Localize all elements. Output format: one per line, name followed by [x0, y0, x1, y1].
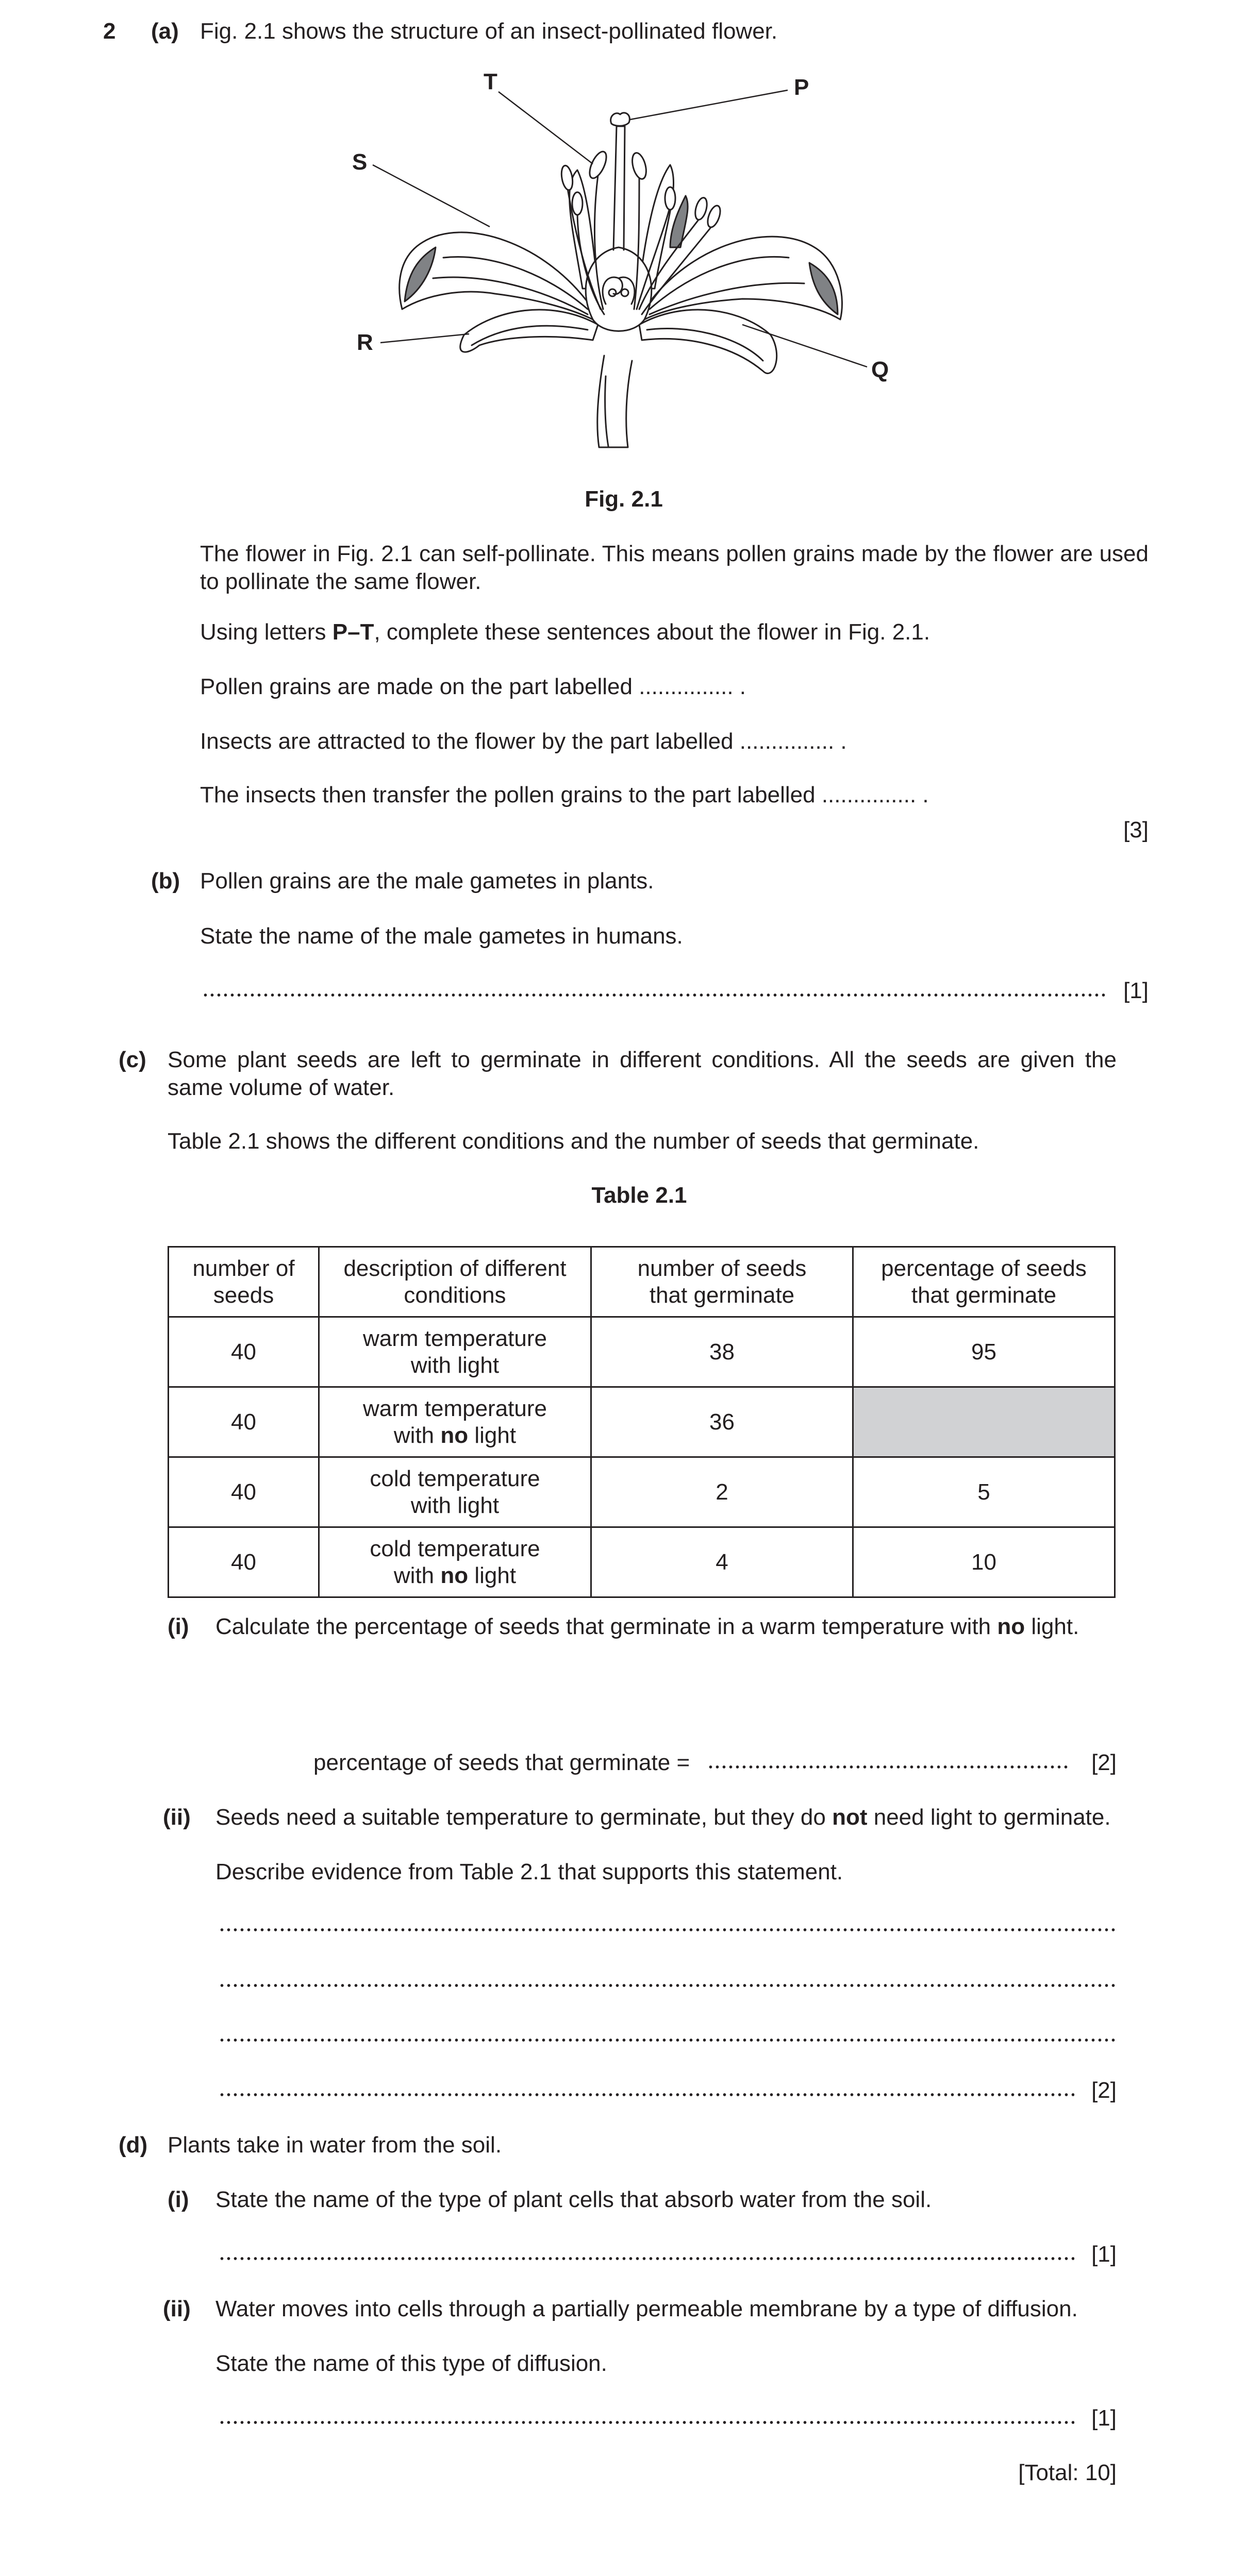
seed-germination-table — [168, 1246, 1116, 1598]
flower-label-s: S — [352, 149, 368, 175]
part-c-ii-answer-line-2[interactable] — [219, 1983, 1116, 1988]
part-b-text1: Pollen grains are the male gametes in plants. — [200, 868, 654, 894]
table-row — [169, 1317, 1115, 1387]
total-marks: [Total: 10] — [1018, 2460, 1117, 2485]
sentence-pollen-transfer[interactable]: The insects then transfer the pollen grains to the part labelled ............... . — [200, 782, 929, 807]
part-c-i-label: (i) — [168, 1614, 189, 1639]
cell-percentage: 95 — [853, 1317, 1115, 1387]
table-title: Table 2.1 — [591, 1183, 687, 1208]
part-d-text: Plants take in water from the soil. — [168, 2132, 502, 2158]
sentence-insects-attracted[interactable]: Insects are attracted to the flower by the part labelled ............... . — [200, 729, 847, 754]
part-d-ii-label: (ii) — [163, 2296, 191, 2321]
cell-description: cold temperature with no light — [319, 1527, 591, 1597]
part-d-ii-answer-line[interactable] — [219, 2420, 1074, 2425]
cell-percentage-shaded — [853, 1387, 1115, 1457]
part-c-ii-answer-line-4[interactable] — [219, 2092, 1074, 2097]
part-d-ii-marks: [1] — [1091, 2405, 1117, 2431]
table-row — [169, 1387, 1115, 1457]
part-a-label: (a) — [151, 19, 179, 44]
cell-seeds: 40 — [169, 1387, 319, 1457]
figure-caption: Fig. 2.1 — [585, 486, 663, 512]
part-c-ii-question: Seeds need a suitable temperature to germinate, but they do not need light to germinate. — [215, 1805, 1111, 1830]
header-description: description of different conditions — [319, 1247, 591, 1317]
part-d-i-marks: [1] — [1091, 2242, 1117, 2267]
part-d-i-question: State the name of the type of plant cells that absorb water from the soil. — [215, 2187, 932, 2212]
part-c-ii-question2: Describe evidence from Table 2.1 that supports this statement. — [215, 1859, 843, 1884]
part-c-ii-marks: [2] — [1091, 2078, 1117, 2103]
part-a-intro: Fig. 2.1 shows the structure of an insect-pollinated flower. — [200, 19, 778, 44]
table-row — [169, 1457, 1115, 1527]
part-b-answer-line[interactable] — [202, 992, 1105, 998]
flower-diagram — [340, 62, 907, 459]
part-d-label: (d) — [119, 2132, 148, 2158]
percentage-answer-prompt: percentage of seeds that germinate = — [313, 1750, 690, 1775]
flower-label-p: P — [794, 75, 809, 100]
cell-seeds: 40 — [169, 1527, 319, 1597]
flower-label-r: R — [357, 330, 373, 355]
cell-description: warm temperature with no light — [319, 1387, 591, 1457]
cell-germinate: 36 — [591, 1387, 853, 1457]
table-header-row — [169, 1247, 1115, 1317]
part-d-ii-question: Water moves into cells through a partially permeable membrane by a type of diffusion. — [215, 2296, 1078, 2321]
cell-germinate: 4 — [591, 1527, 853, 1597]
question-number: 2 — [103, 19, 116, 44]
part-a-instruction: Using letters P–T, complete these sentences about the flower in Fig. 2.1. — [200, 619, 930, 645]
part-a-marks: [3] — [1123, 817, 1149, 843]
part-b-label: (b) — [151, 868, 180, 894]
part-c-i-question: Calculate the percentage of seeds that germinate in a warm temperature with no light. — [215, 1614, 1079, 1639]
part-b-marks: [1] — [1123, 978, 1149, 1003]
cell-germinate: 2 — [591, 1457, 853, 1527]
percentage-answer-line[interactable] — [707, 1764, 1068, 1770]
part-c-ii-answer-line-1[interactable] — [219, 1927, 1116, 1932]
cell-percentage: 5 — [853, 1457, 1115, 1527]
flower-label-q: Q — [871, 357, 889, 382]
header-seeds-germinate: number of seeds that germinate — [591, 1247, 853, 1317]
sentence-pollen-made[interactable]: Pollen grains are made on the part labelled ............... . — [200, 674, 746, 699]
part-c-i-marks: [2] — [1091, 1750, 1117, 1775]
part-d-ii-question2: State the name of this type of diffusion. — [215, 2351, 607, 2376]
flower-label-t: T — [484, 69, 497, 94]
part-d-i-answer-line[interactable] — [219, 2256, 1074, 2261]
part-c-text1: Some plant seeds are left to germinate in different conditions. All the seeds are given the same volume of water. — [168, 1047, 1117, 1100]
part-c-ii-answer-line-3[interactable] — [219, 2038, 1116, 2043]
table-row — [169, 1527, 1115, 1597]
cell-seeds: 40 — [169, 1457, 319, 1527]
header-percentage: percentage of seeds that germinate — [853, 1247, 1115, 1317]
cell-description: cold temperature with light — [319, 1457, 591, 1527]
part-c-ii-label: (ii) — [163, 1805, 191, 1830]
part-b-text2: State the name of the male gametes in humans. — [200, 923, 683, 949]
part-a-paragraph: The flower in Fig. 2.1 can self-pollinate. This means pollen grains made by the flower are used to pollinate the same flower. — [200, 541, 1149, 594]
cell-germinate: 38 — [591, 1317, 853, 1387]
cell-seeds: 40 — [169, 1317, 319, 1387]
header-number-of-seeds: number of seeds — [169, 1247, 319, 1317]
part-c-label: (c) — [119, 1047, 146, 1072]
part-d-i-label: (i) — [168, 2187, 189, 2212]
cell-percentage: 10 — [853, 1527, 1115, 1597]
part-c-text2: Table 2.1 shows the different conditions and the number of seeds that germinate. — [168, 1129, 979, 1154]
cell-description: warm temperature with light — [319, 1317, 591, 1387]
